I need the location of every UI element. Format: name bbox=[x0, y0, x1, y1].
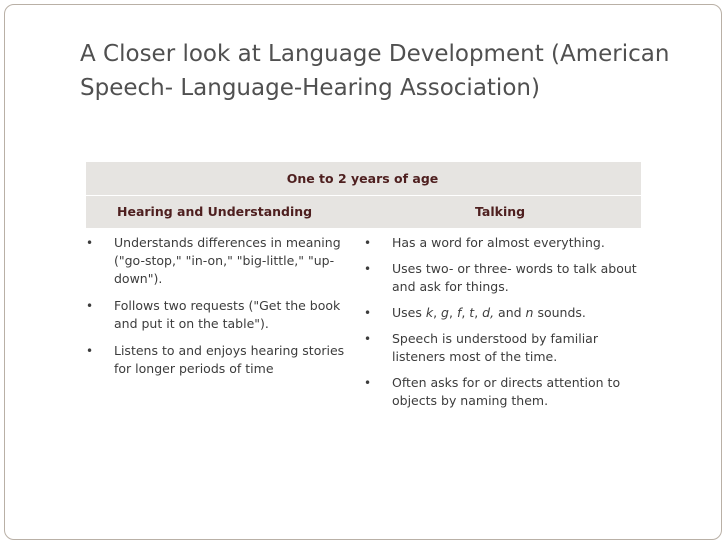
bullet-icon: • bbox=[86, 344, 94, 358]
list-item bbox=[364, 234, 646, 252]
list-item bbox=[364, 374, 646, 410]
list-item-text: Uses k, g, f, t, d, and n sounds. bbox=[392, 305, 586, 320]
list-item bbox=[364, 304, 646, 322]
list-item bbox=[364, 260, 646, 296]
list-item bbox=[86, 234, 358, 288]
bullet-icon: • bbox=[364, 332, 372, 346]
list-item-text: Has a word for almost everything. bbox=[392, 235, 605, 250]
list-item-text: Speech is understood by familiar listeners most of the time. bbox=[392, 331, 598, 364]
list-item-text: Often asks for or directs attention to objects by naming them. bbox=[392, 375, 621, 408]
bullet-icon: • bbox=[364, 306, 372, 320]
bullet-icon: • bbox=[364, 236, 372, 250]
slide-title: A Closer look at Language Development (American Speech- Language-Hearing Association) bbox=[80, 41, 670, 101]
list-item-text: Uses two- or three- words to talk about and ask for things. bbox=[392, 261, 637, 294]
column-header-talking: Talking bbox=[475, 204, 526, 219]
list-item-text: Follows two requests ("Get the book and put it on the table"). bbox=[114, 298, 341, 331]
list-item bbox=[86, 297, 358, 333]
list-item bbox=[86, 342, 358, 378]
column-header-hearing: Hearing and Understanding bbox=[117, 204, 313, 219]
age-header: One to 2 years of age bbox=[286, 171, 439, 186]
bullet-icon: • bbox=[364, 262, 372, 276]
hearing-list bbox=[86, 234, 358, 387]
bullet-icon: • bbox=[86, 236, 94, 250]
bullet-icon: • bbox=[86, 299, 94, 313]
age-header-row bbox=[86, 162, 641, 196]
list-item-text: Listens to and enjoys hearing stories for longer periods of time bbox=[114, 343, 345, 376]
table-header bbox=[86, 162, 641, 228]
talking-list bbox=[364, 234, 646, 418]
list-item bbox=[364, 330, 646, 366]
list-item-text: Understands differences in meaning ("go-stop," "in-on," "big-little," "up-down"). bbox=[114, 235, 341, 286]
bullet-icon: • bbox=[364, 376, 372, 390]
